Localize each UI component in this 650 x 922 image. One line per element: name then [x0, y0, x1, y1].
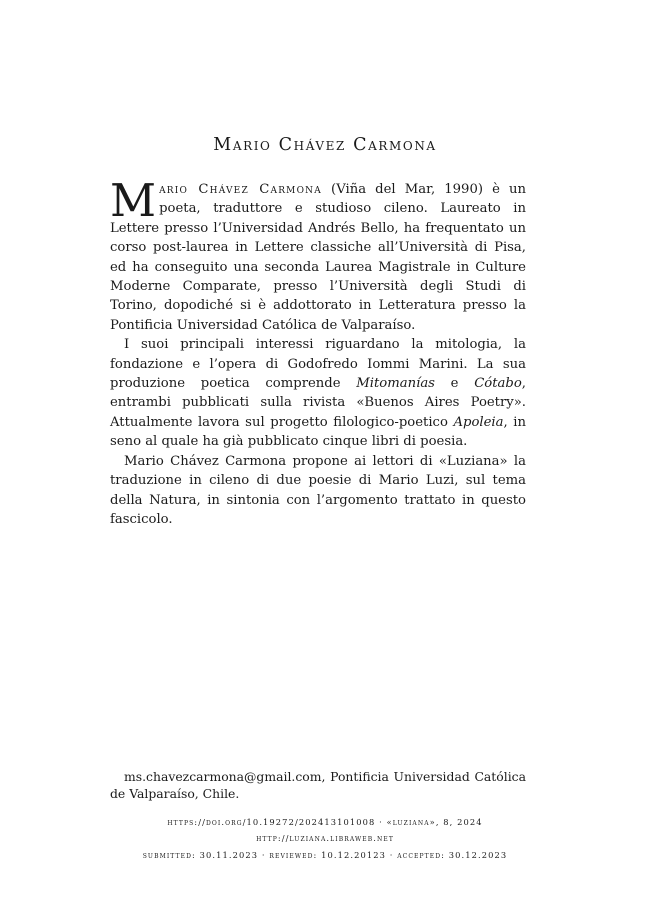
contact-note: ms.chavezcarmona@gmail.com, Pontificia Universidad Católica de Valparaíso, Chile. [110, 769, 526, 801]
author-name: ario Chávez Carmona [159, 182, 322, 197]
drop-cap: M [110, 174, 157, 227]
interests-text-2: e [434, 376, 475, 392]
bio-text: (Viña del Mar, 1990) è un poeta, traduttore e studioso cileno. Laureato in Lettere presso l’Universidad Andrés Bello, ha frequentato un corso post-laurea in Lettere classiche all’Università di Pisa, ed ha conseguito una seconda Laurea Magistrale in Culture Moderne Comparate, presso l’Università degli Studi di Torino, dopodiché si è addottorato in Letteratura presso la Pontificia Universidad Católica de Valparaíso. [110, 182, 526, 333]
work-title-mitomanias: Mitomanías [356, 376, 435, 392]
interests-text-3: , entrambi pubblicati sulla rivista «Buenos Aires Poetry». Attualmente lavora sul progetto filologico-poetico [110, 376, 526, 430]
interests-text-4: , in seno al quale ha già pubblicato cinque libri di poesia. [110, 414, 526, 450]
work-title-cotabo: Cótabo [474, 376, 522, 392]
footer-dates: submitted: 30.11.2023 · reviewed: 10.12.20123 · accepted: 30.12.2023 [142, 850, 508, 860]
article-body [110, 174, 526, 529]
paragraph-translation: Mario Chávez Carmona propone ai lettori di «Luziana» la traduzione in cileno di due poesie di Mario Luzi, sul tema della Natura, in sintonia con l’argomento trattato in questo fascicolo. [110, 453, 526, 527]
work-title-apoleia: Apoleia [453, 414, 504, 430]
footer-doi: https://doi.org/10.19272/202413101008 · «luziana», 8, 2024 [167, 817, 483, 827]
interests-text-1: I suoi principali interessi riguardano la mitologia, la fondazione e l’opera di Godofredo Iommi Marini. La sua produzione poetica comprende [110, 337, 526, 392]
paragraph-interests [110, 335, 526, 451]
paragraph-bio [110, 174, 526, 335]
page-title: Mario Chávez Carmona [213, 135, 437, 155]
footer-website: http://luziana.libraweb.net [256, 833, 394, 843]
